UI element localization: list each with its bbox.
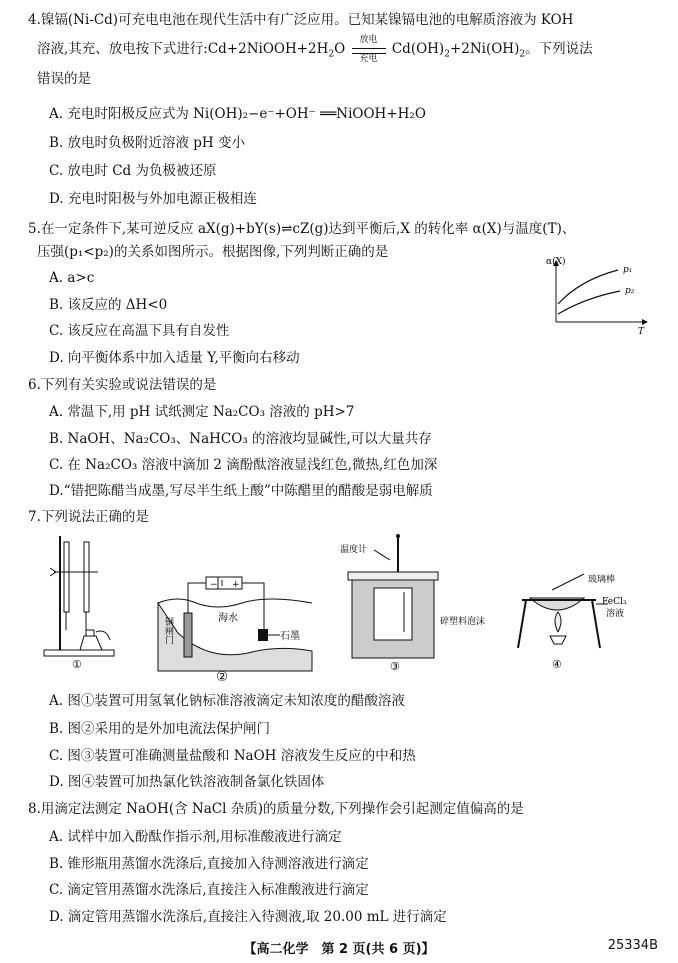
- q4-eq-part3: Cd(OH): [391, 41, 445, 57]
- q4-option-a: A. 充电时阳极反应式为 Ni(OH)₂−e⁻+OH⁻ ══NiOOH+H₂O: [49, 106, 426, 122]
- fig3-calorimeter: [338, 532, 486, 673]
- q8-stem: 8.用滴定法测定 NaOH(含 NaCl 杂质)的质量分数,下列操作会引起测定值偏高的是: [28, 801, 524, 817]
- fig3-label: ③: [390, 660, 400, 673]
- q8-option-b: B. 锥形瓶用蒸馏水洗涤后,直接加入待测溶液进行滴定: [49, 856, 369, 872]
- q4-stem-line1: 4.镍镉(Ni-Cd)可充电电池在现代生活中有广泛应用。已知某镍镉电池的电解质溶液为 KOH: [28, 12, 574, 28]
- q4-option-c: C. 放电时 Cd 为负极被还原: [49, 163, 217, 179]
- q5-option-a: A. a>c: [49, 270, 95, 286]
- fig3-foam: 碎塑料泡沫: [440, 617, 486, 627]
- fig1-titration: [40, 532, 130, 672]
- q4-stem-line2: 溶液,其充、放电按下式进行$:Cd+2NiOOH+2H_2O$ 放电 充电 $Cd(OH)_2+2Ni(OH)_2$。下列说法: [37, 34, 593, 64]
- fig3-thermo: 温度计: [340, 545, 368, 555]
- fig2-graphite: 石墨: [280, 631, 300, 642]
- q4-option-b: B. 放电时负极附近溶液 pH 变小: [49, 135, 246, 151]
- q8-option-a: A. 试样中加入酚酞作指示剂,用标准酸液进行滴定: [49, 829, 342, 845]
- q7-option-a: A. 图①装置可用氢氧化钠标准溶液滴定未知浓度的醋酸溶液: [49, 693, 405, 709]
- q4-eq-part1: 溶液,其充、放电按下式进行:Cd+2NiOOH+2H: [37, 41, 329, 57]
- fig2-cathodic-protection: [158, 573, 316, 673]
- q5-stem-line2: 压强(p₁<p₂)的关系如图所示。根据图像,下列判断正确的是: [37, 244, 389, 260]
- q8-option-d: D. 滴定管用蒸馏水洗涤后,直接注入待测液,取 20.00 mL 进行滴定: [49, 909, 447, 925]
- reaction-condition-arrow: [350, 34, 388, 64]
- q5-graph: [540, 258, 650, 336]
- q7-option-c: C. 图③装置可准确测量盐酸和 NaOH 溶液发生反应的中和热: [49, 748, 416, 764]
- graph-p2: p₂: [625, 286, 635, 296]
- svg-text:+: +: [232, 580, 240, 590]
- q5-option-d: D. 向平衡体系中加入适量 Y,平衡向右移动: [49, 350, 300, 366]
- curve-p1: [558, 270, 618, 304]
- q5-option-c: C. 该反应在高温下具有自发性: [49, 323, 230, 339]
- fig4-rod: 玻璃棒: [588, 575, 616, 585]
- svg-text:−: −: [210, 580, 218, 590]
- q6-option-a: A. 常温下,用 pH 试纸测定 Na₂CO₃ 溶液的 pH>7: [49, 404, 355, 420]
- q4-eq-part5: 。下列说法: [525, 41, 593, 57]
- q6-option-c: C. 在 Na₂CO₃ 溶液中滴加 2 滴酚酞溶液显浅红色,微热,红色加深: [49, 457, 438, 473]
- fig4-sol2: 溶液: [606, 609, 625, 619]
- q4-stem-line3: 错误的是: [37, 71, 91, 87]
- fig4-label: ④: [552, 658, 562, 671]
- q4-eq-part2: O: [334, 41, 346, 57]
- fig2-gate: 钢闸门: [163, 617, 173, 644]
- fig2-water: 海水: [218, 613, 238, 624]
- q7-stem: 7.下列说法正确的是: [28, 509, 149, 525]
- q5-stem-line1: 5.在一定条件下,某可逆反应 aX(g)+bY(s)⇌cZ(g)达到平衡后,X 的转化率 α(X)与温度(T)、: [28, 221, 576, 237]
- fig4-sol1: FeCl₃: [602, 597, 627, 607]
- fig2-label: ②: [216, 669, 229, 685]
- q7-option-b: B. 图②采用的是外加电流法保护闸门: [49, 721, 271, 737]
- q4-eq-part4: +2Ni(OH): [449, 41, 520, 57]
- graph-p1: p₁: [623, 265, 633, 275]
- q7-option-d: D. 图④装置可加热氯化铁溶液制备氯化铁固体: [49, 774, 325, 790]
- q8-option-c: C. 滴定管用蒸馏水洗涤后,直接注入标准酸液进行滴定: [49, 882, 369, 898]
- cond-discharge: 放电: [359, 34, 378, 45]
- fig1-label: ①: [72, 658, 82, 671]
- cond-charge: 充电: [359, 53, 378, 64]
- page-footer: 【高二化学 第 2 页(共 6 页)】: [243, 942, 435, 957]
- q6-stem: 6.下列有关实验或说法错误的是: [28, 377, 217, 393]
- q5-option-b: B. 该反应的 ΔH<0: [49, 297, 168, 313]
- graph-ylabel: α(X): [546, 257, 566, 267]
- paper-code: 25334B: [607, 938, 658, 953]
- fig4-evaporation: [512, 572, 652, 672]
- graph-xlabel: T: [638, 327, 645, 337]
- q4-option-d: D. 充电时阳极与外加电源正极相连: [49, 191, 257, 207]
- q6-option-d: D.“错把陈醋当成墨,写尽半生纸上酸”中陈醋里的醋酸是弱电解质: [49, 483, 433, 499]
- q6-option-b: B. NaOH、Na₂CO₃、NaHCO₃ 的溶液均显碱性,可以大量共存: [49, 431, 432, 447]
